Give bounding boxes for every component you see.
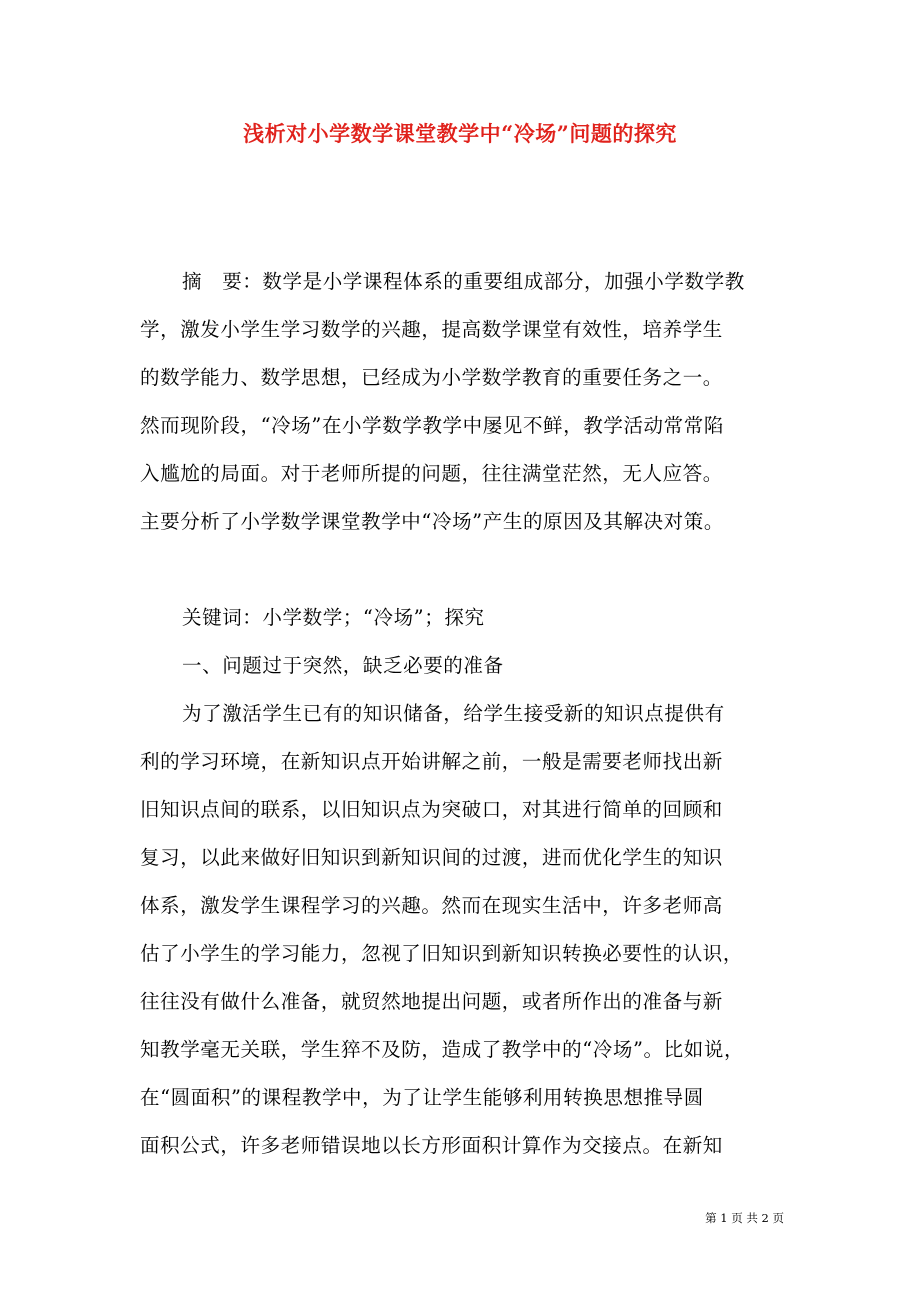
keywords: 关键词：小学数学；“冷场”；探究 <box>182 606 485 629</box>
body-line: 往往没有做什么准备，就贸然地提出问题，或者所作出的准备与新 <box>140 990 723 1013</box>
section-heading: 一、问题过于突然，缺乏必要的准备 <box>182 654 504 677</box>
body-line: 面积公式，许多老师错误地以长方形面积计算作为交接点。在新知 <box>140 1134 723 1157</box>
abstract-line: 摘 要：数学是小学课程体系的重要组成部分，加强小学数学教 <box>182 270 745 293</box>
abstract-line: 学，激发小学生学习数学的兴趣，提高数学课堂有效性，培养学生 <box>140 318 723 341</box>
body-line: 知教学毫无关联，学生猝不及防，造成了教学中的“冷场”。比如说， <box>140 1038 745 1061</box>
body-line: 旧知识点间的联系，以旧知识点为突破口，对其进行简单的回顾和 <box>140 798 723 821</box>
body-line: 在“圆面积”的课程教学中，为了让学生能够利用转换思想推导圆 <box>140 1086 704 1109</box>
abstract-line: 入尴尬的局面。对于老师所提的问题，往往满堂茫然，无人应答。 <box>140 462 723 485</box>
page-number: 第 1 页 共 2 页 <box>705 1211 784 1225</box>
body-line: 体系，激发学生课程学习的兴趣。然而在现实生活中，许多老师高 <box>140 894 723 917</box>
body-line: 复习，以此来做好旧知识到新知识间的过渡，进而优化学生的知识 <box>140 846 723 869</box>
body-line: 利的学习环境，在新知识点开始讲解之前，一般是需要老师找出新 <box>140 750 723 773</box>
body-line: 为了激活学生已有的知识储备，给学生接受新的知识点提供有 <box>182 702 725 725</box>
body-line: 估了小学生的学习能力，忽视了旧知识到新知识转换必要性的认识， <box>140 942 744 965</box>
document-title: 浅析对小学数学课堂教学中“冷场”问题的探究 <box>243 121 677 146</box>
abstract-line: 主要分析了小学数学课堂教学中“冷场”产生的原因及其解决对策。 <box>140 510 724 533</box>
abstract-line: 的数学能力、数学思想，已经成为小学数学教育的重要任务之一。 <box>140 366 723 389</box>
abstract-line: 然而现阶段，“冷场”在小学数学教学中屡见不鲜，教学活动常常陷 <box>140 414 724 437</box>
